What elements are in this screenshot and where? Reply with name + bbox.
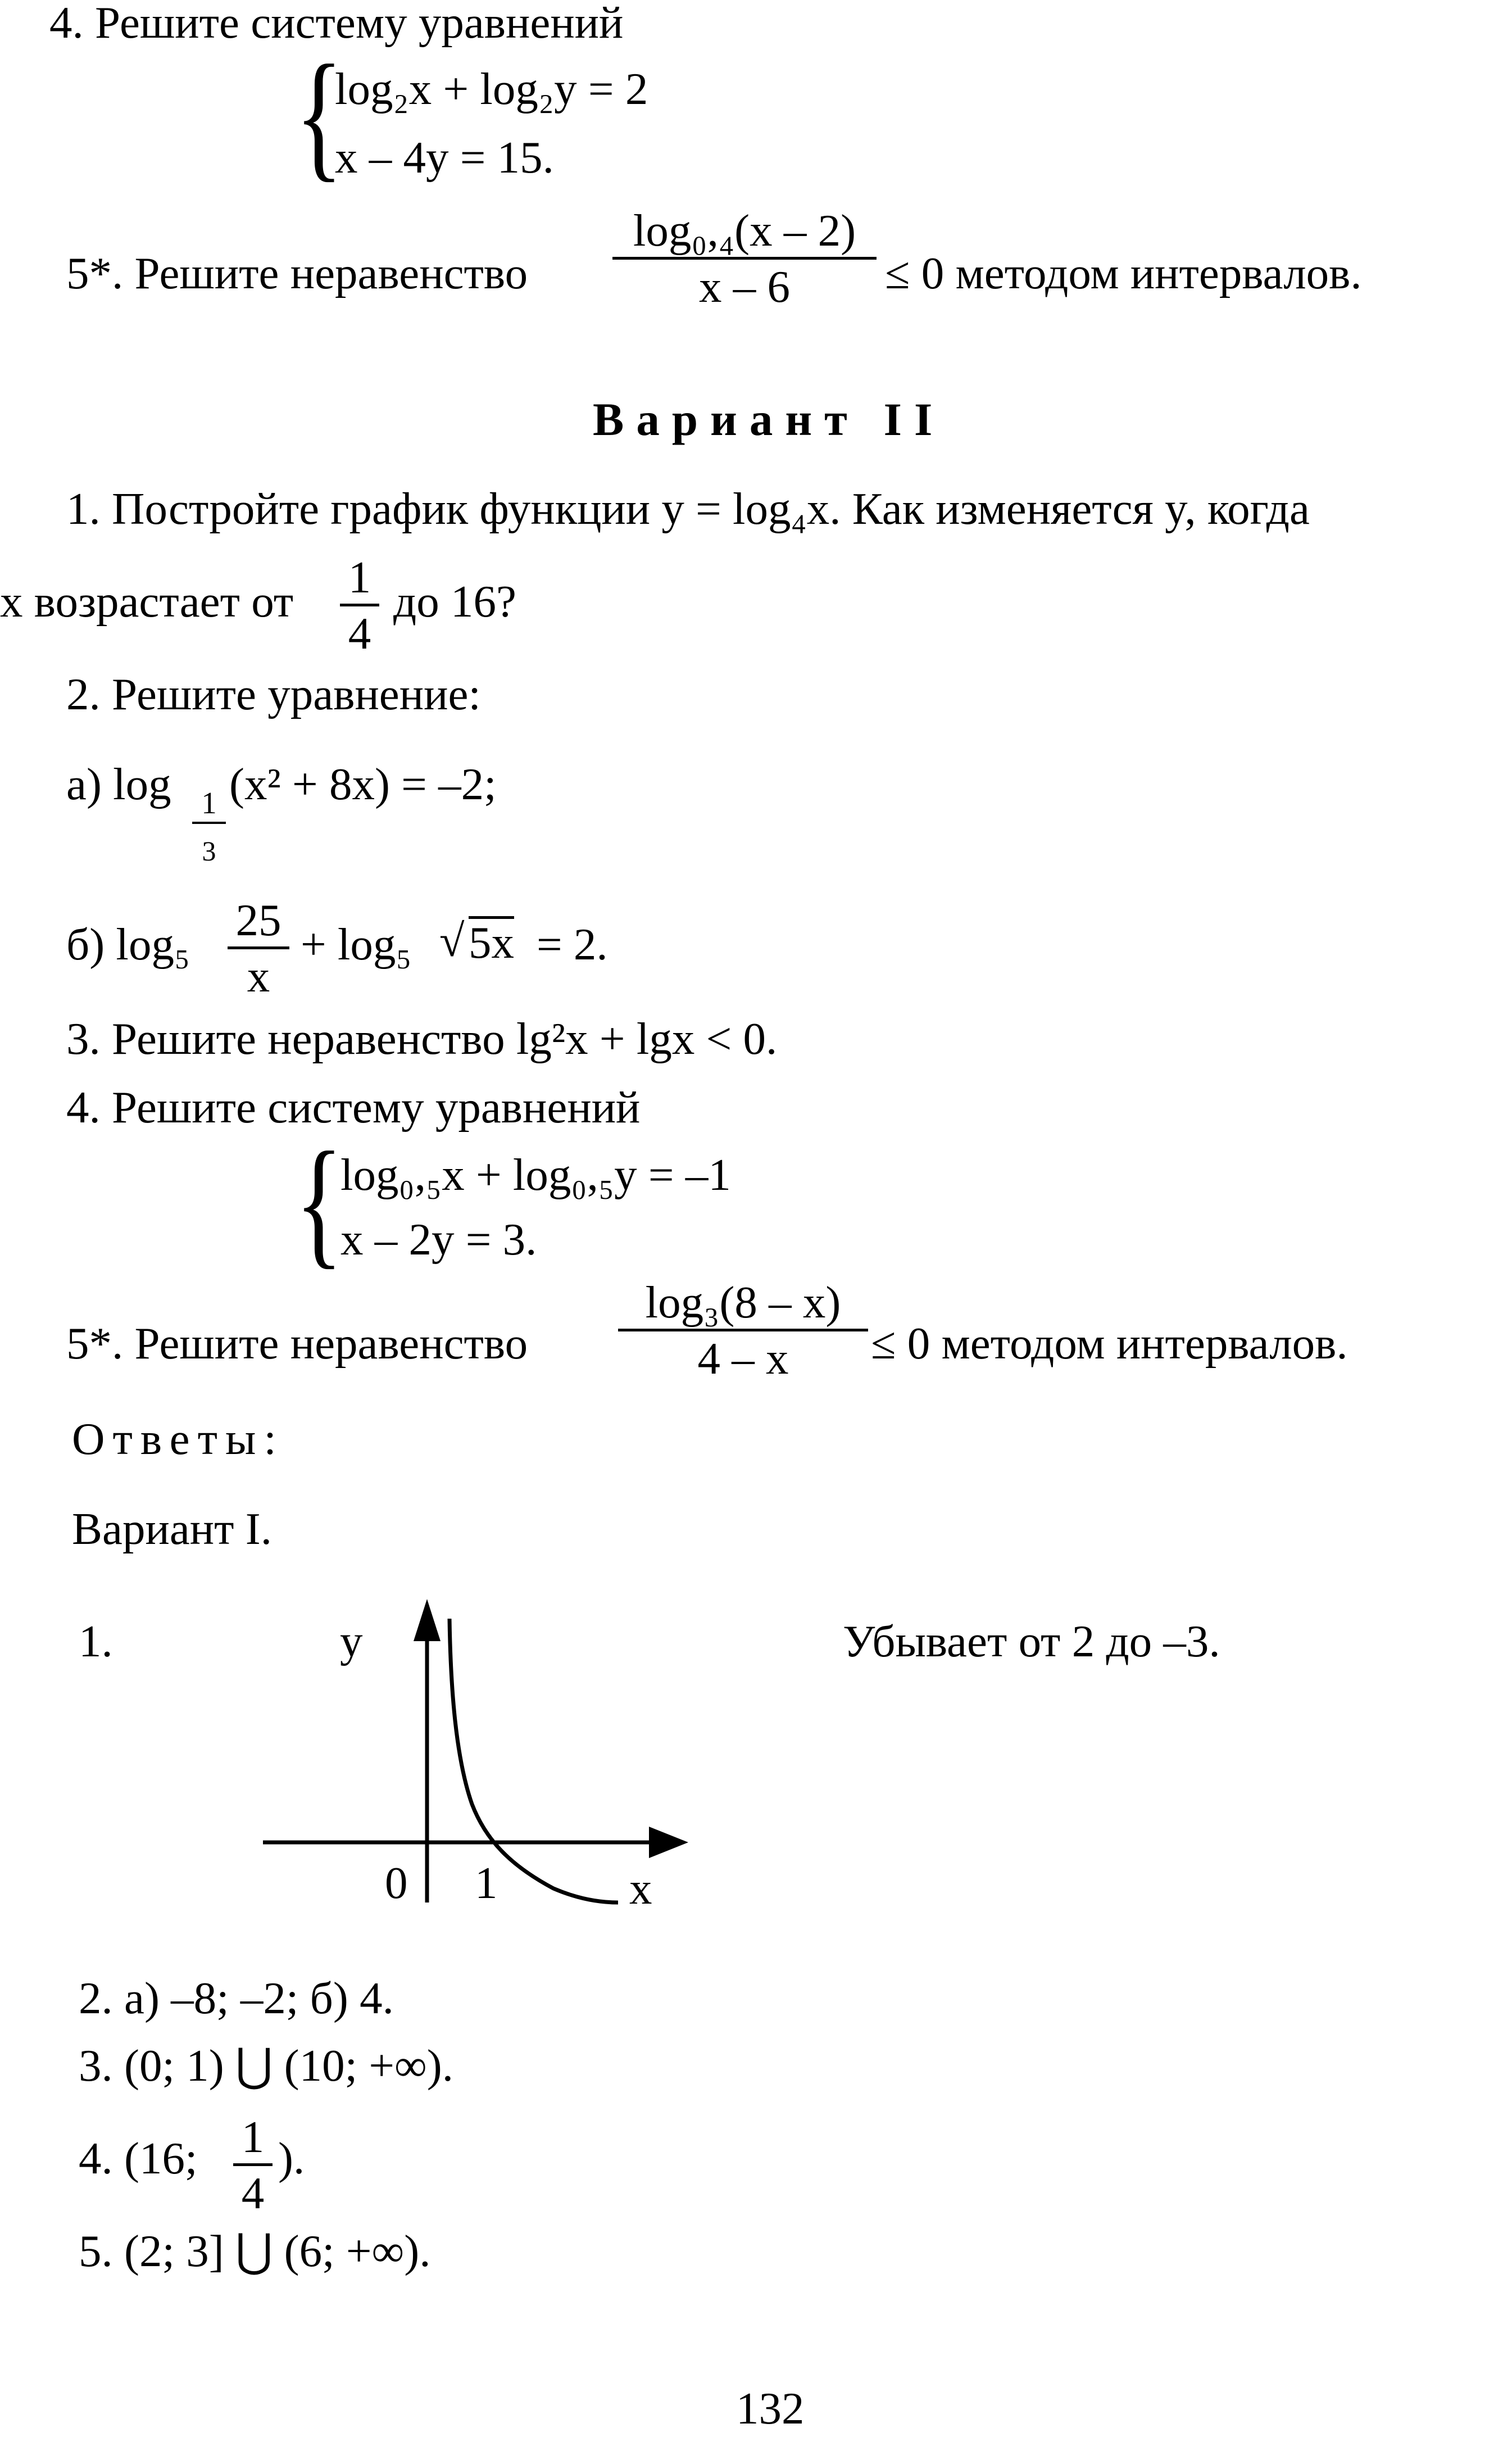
v1-task5-denominator: x – 6: [699, 261, 790, 312]
answers-heading: Ответы:: [72, 1414, 284, 1464]
v2-task2b-prefix: б) log₅: [66, 919, 190, 970]
graph-one-label: 1: [475, 1858, 498, 1908]
answer4-fraction: [233, 2113, 273, 2217]
answers-variant-label: Вариант I.: [72, 1503, 272, 1554]
v2-task1-line2b: до 16?: [393, 576, 516, 627]
v2-task2a-prefix: а) log: [66, 759, 171, 809]
v1-task5-numerator: log₀,₄(x – 2): [633, 205, 856, 256]
v2-task2b-fraction: [228, 896, 289, 1000]
v2-task5-fraction: [618, 1279, 868, 1383]
v2-task1-fraction: [340, 554, 379, 658]
v2-task4-label: 4. Решите систему уравнений: [66, 1082, 641, 1133]
answer4-frac-num: 1: [241, 2112, 265, 2162]
v2-task2a-base-den: 3: [202, 835, 216, 867]
v2-system-eq1: log₀,₅x + log₀,₅y = –1: [340, 1149, 731, 1200]
v2-task2a-base-num: 1: [201, 786, 217, 820]
page-number: 132: [736, 2383, 805, 2434]
answer1-text: Убывает от 2 до –3.: [843, 1616, 1220, 1666]
answer1-label: 1.: [79, 1616, 113, 1666]
v2-task1-frac-den: 4: [348, 608, 371, 659]
v2-task1-line2a: x возрастает от: [0, 576, 294, 627]
v2-task2a-base: [192, 787, 226, 866]
answer4-frac-den: 4: [241, 2168, 265, 2219]
graph-y-arrow: [414, 1599, 441, 1641]
v2-task1-line1: 1. Постройте график функции y = log₄x. Как изменяется y, когда: [66, 483, 1310, 534]
v2-task5-tail: ≤ 0 методом интервалов.: [871, 1318, 1348, 1369]
v2-task2b-tail: = 2.: [537, 919, 608, 970]
graph-y-label: y: [340, 1616, 363, 1666]
answer5: 5. (2; 3] ⋃ (6; +∞).: [79, 2226, 431, 2276]
answer4-suffix: ).: [278, 2133, 305, 2184]
v2-task3: 3. Решите неравенство lg²x + lgx < 0.: [66, 1013, 778, 1064]
answer4-prefix: 4. (16;: [79, 2133, 198, 2184]
v1-system-eq1: log₂x + log₂y = 2: [335, 64, 648, 114]
graph-x-arrow: [649, 1827, 688, 1858]
v2-task2b-sqrt-sign: √: [439, 916, 465, 966]
v1-task5-tail: ≤ 0 методом интервалов.: [885, 248, 1362, 298]
v2-task2b-middle: + log₅: [301, 919, 412, 970]
answer2: 2. а) –8; –2; б) 4.: [79, 1973, 394, 2023]
v2-task5-denominator: 4 – x: [697, 1333, 789, 1384]
v1-task5-fraction: [612, 207, 877, 311]
v1-task5-label: 5*. Решите неравенство: [66, 248, 528, 298]
v2-system-brace: {: [295, 1123, 343, 1281]
v2-task2b-frac-den: x: [247, 951, 270, 1002]
answer3: 3. (0; 1) ⋃ (10; +∞).: [79, 2040, 454, 2091]
graph-x-label: x: [629, 1863, 652, 1914]
v1-system-eq2: x – 4y = 15.: [335, 132, 554, 183]
v2-task2-label: 2. Решите уравнение:: [66, 669, 481, 719]
v2-task2b-frac-num: 25: [235, 895, 281, 945]
v2-task5-numerator: log₃(8 – x): [645, 1277, 841, 1328]
v2-task2a-argument: (x² + 8x) = –2;: [229, 759, 497, 809]
v2-task2b-sqrt-arg: 5x: [469, 917, 514, 968]
variant2-heading: Вариант II: [593, 393, 945, 445]
v2-task5-label: 5*. Решите неравенство: [66, 1318, 528, 1369]
v2-task1-frac-num: 1: [348, 552, 371, 603]
v1-task4-label: 4. Решите систему уравнений: [49, 0, 624, 48]
graph-zero-label: 0: [385, 1858, 408, 1908]
v2-system-eq2: x – 2y = 3.: [340, 1214, 537, 1265]
v1-system-brace: {: [295, 36, 343, 194]
